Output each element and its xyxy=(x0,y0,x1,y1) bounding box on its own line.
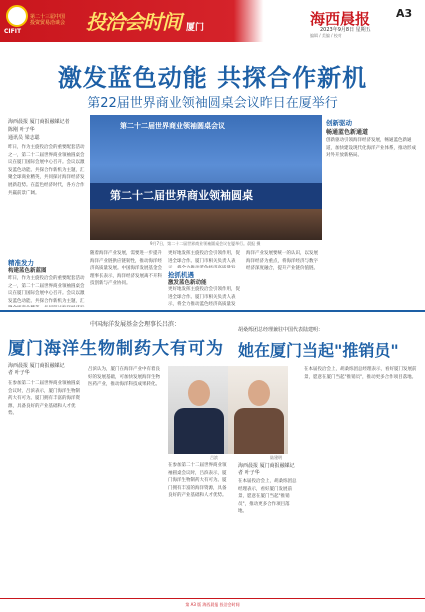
lead-photo xyxy=(90,115,322,240)
newspaper-name: 海西晨报 xyxy=(310,10,371,28)
story3-column-1: 在本届投洽会上，胡桑烁团总经理表示，看好厦门发展前景，愿意在厦门当起"推销员"，推动更多合作项目落地。 xyxy=(238,479,297,515)
issue-date: 2023年9月8日 星期五 xyxy=(320,27,371,33)
portrait-lvbin xyxy=(168,366,228,454)
lead-column-2: 随着海洋产业发展，需要进一步提升海洋产业链供应链韧性，推动海洋经济高质量发展。中国海洋发展基金会理事长表示，海洋经济发展离不开科技创新与产业协同。 xyxy=(90,251,162,287)
story2-kicker: 中国海洋发展基金会理事长吕滨： xyxy=(90,321,181,328)
photo-caption: 9月7日，第二十二届世界商业领袖圆桌会议在厦举行。晨报 摄 xyxy=(150,241,261,246)
story3-kicker: 胡桑烁团总经理兼驻中国代表陆建明： xyxy=(238,327,324,333)
page-footer: 第 A3 版 海西晨报 投洽会时间 xyxy=(0,598,425,612)
lead-column-1: 昨日，作为主旋投洽会的重要配套活动之一，第二十二届世界商业领袖圆桌会议在厦门国际会展中心召开。会议以激发蓝色动能、共探合作新机为主题，汇聚全球商业精英，共同探讨海洋经济发展新趋势。在蓝色经济时代，各方合作共赢前景广阔。 xyxy=(8,145,85,196)
section-divider xyxy=(0,310,425,312)
section-head-seize: 抢抓机遇 xyxy=(168,271,194,279)
cifit-logo-icon xyxy=(6,5,28,27)
page-number: A3 xyxy=(396,7,413,20)
story3-headline: 她在厦门当起"推销员" xyxy=(238,341,399,360)
lead-column-4: 海洋产业发展要统一的认识，以发展海洋经济为重点，将海洋经济与数字经济深度融合，提升产业链价值链。 xyxy=(246,251,318,272)
side-head-innovation: 创新驱动 xyxy=(326,119,352,127)
lead-subheadline: 第22届世界商业领袖圆桌会议昨日在厦举行 xyxy=(87,96,338,111)
lead-column-1b: 昨日，作为主旋投洽会的重要配套活动之一，第二十二届世界商业领袖圆桌会议在厦门国际会展中心召开。会议以激发蓝色动能、共探合作新机为主题，汇 xyxy=(8,276,85,304)
photo-banner-text: 第二十二届世界商业领袖圆桌 xyxy=(110,189,253,202)
section-title: 投洽会时间 xyxy=(86,10,181,34)
byline-line: 海西晨报 厦门商报融媒记者 xyxy=(8,119,70,125)
portrait-suit xyxy=(174,408,224,454)
section-subtitle: 厦门 xyxy=(186,23,205,33)
portrait2-caption: 陆建明 xyxy=(270,455,282,460)
logo-text: CIFIT xyxy=(4,28,22,35)
byline-line: 通讯员 梁志聪 xyxy=(8,135,40,141)
portrait-face xyxy=(248,380,270,406)
story2-column-1: 在参加第二十二届世界商业领袖圆桌会议时，吕滨表示，厦门海洋生物制药大有可为。厦门拥有丰富的海洋资源，具备良好的产业基础和人才优势。 xyxy=(8,381,80,417)
lead-column-3b: 更好地发挥主旋投洽会引领作用，促进全球合作。厦门市相关负责人表示，将全力推动蓝色经济高质量发 xyxy=(168,287,240,308)
story2-column-2: 吕滨认为，厦门在海洋产业中有着良好的发展基础，可加快发展海洋生物医药产业，推动海洋科技成果转化。 xyxy=(88,367,160,388)
portrait-lujianming xyxy=(228,366,288,454)
lead-column-5: 创新驱动引领海洋经济发展，畅通蓝色新通道，加快建设现代化海洋产业体系，推动形成对外开放新格局。 xyxy=(326,138,416,159)
story3-byline: 海西晨报 厦门商报融媒记者 叶子华 xyxy=(238,463,295,476)
lead-bylines xyxy=(8,118,88,142)
photo-topline: 第二十二届世界商业领袖圆桌会议 xyxy=(120,122,225,130)
section-sub-seize: 激发蓝色新动能 xyxy=(168,280,207,286)
lead-column-3: 更好地发挥主旋投洽会引领作用，促进全球合作。厦门市相关负责人表 xyxy=(168,251,240,264)
header-small-text: 第二十三届中国投资贸易洽谈会 xyxy=(30,14,66,26)
lead-headline: 激发蓝色动能 共探合作新机 xyxy=(57,64,368,92)
editor-info: 编辑 / 美编 / 校对 xyxy=(310,33,342,38)
story2-column-3: 在参加第二十二届世界商业领袖圆桌会议时，吕滨表示，厦门海洋生物制药大有可为。厦门拥有丰富的海洋资源，具备良好的产业基础和人才优势。 xyxy=(168,463,227,499)
portrait-suit xyxy=(234,408,284,454)
side-sub-channel: 畅通蓝色新通道 xyxy=(326,129,369,136)
portrait1-caption: 吕滨 xyxy=(210,455,218,460)
portrait-face xyxy=(188,380,210,406)
story2-headline: 厦门海洋生物制药大有可为 xyxy=(8,339,224,359)
section-sub-precise: 构建蓝色新蓝图 xyxy=(8,268,47,274)
story3-column-2: 在本届投洽会上，胡桑烁团总经理表示，看好厦门发展前景，愿意在厦门当起"推销员"，推动更多合作项目落地。 xyxy=(304,367,417,380)
story2-byline: 海西晨报 厦门商报融媒记者 叶子华 xyxy=(8,363,65,376)
photo-audience xyxy=(90,209,322,240)
byline-line: 陈刚 叶子华 xyxy=(8,127,35,133)
section-head-precise: 精准发力 xyxy=(8,259,34,267)
